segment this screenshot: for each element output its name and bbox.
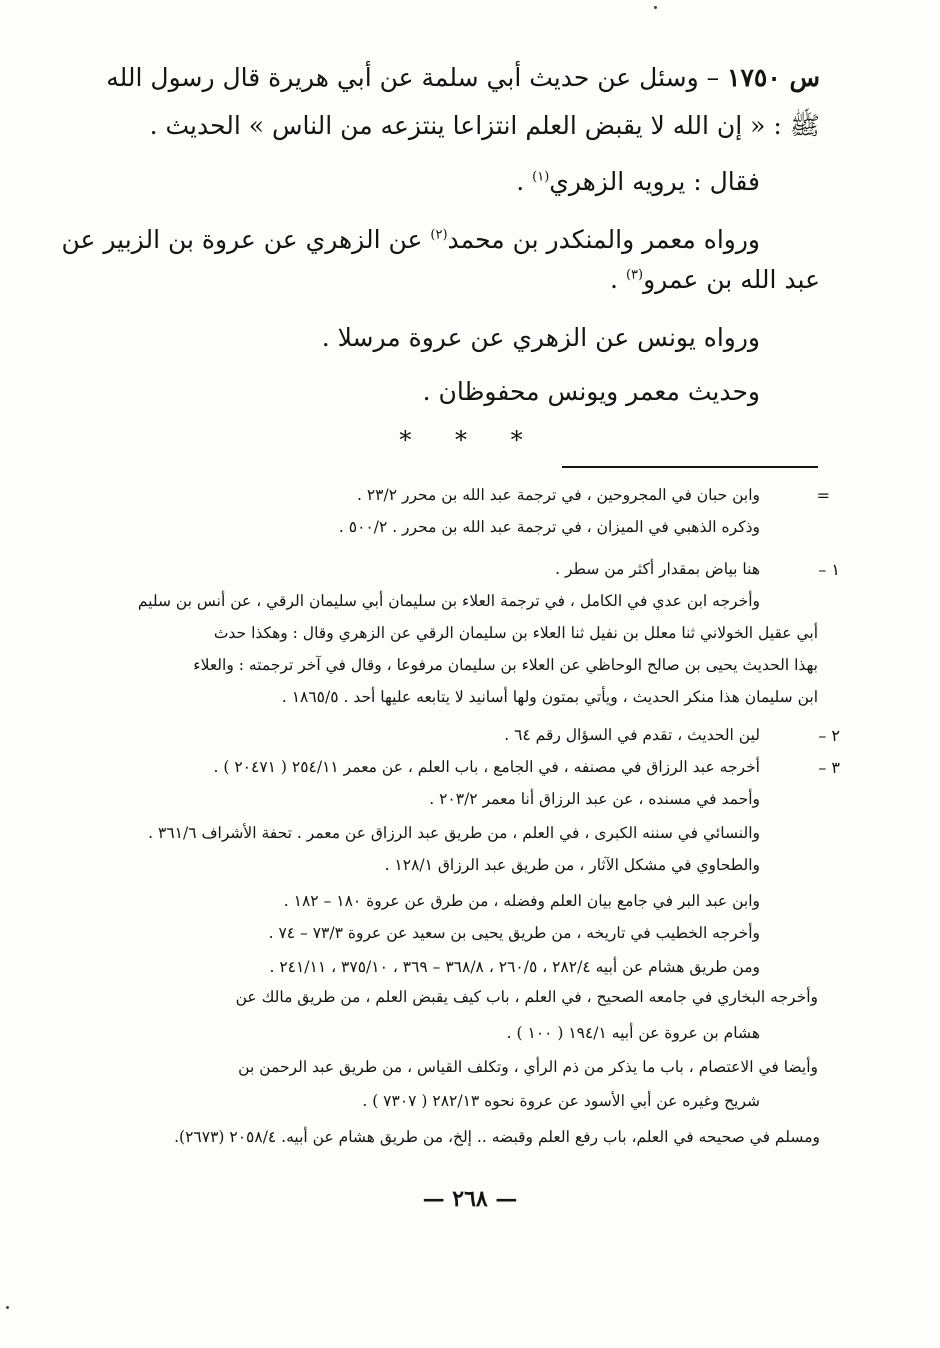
question-text-2: : « إن الله لا يقبض العلم انتزاعا ينتزعه من الناس » الحديث . bbox=[149, 111, 790, 140]
question-text: – وسئل عن حديث أبي سلمة عن أبي هريرة قال رسول الله bbox=[106, 63, 728, 92]
footnote-3-line-12: ومسلم في صحيحه في العلم، باب رفع العلم وقبضه .. إلخ، من طريق هشام عن أبيه. ٢٠٥٨/٤ (٢٦٧٣). bbox=[174, 1128, 820, 1146]
question-label: س ١٧٥٠ bbox=[727, 63, 820, 92]
footnote-3-line-4: والطحاوي في مشكل الآثار ، من طريق عبد الرزاق ١٢٨/١ . bbox=[384, 856, 760, 874]
footnote-rule bbox=[562, 466, 818, 468]
footnote-3-line-5: وابن عبد البر في جامع بيان العلم وفضله ، من طرق عن عروة ١٨٠ – ١٨٢ . bbox=[283, 892, 760, 910]
section-separator: * * * bbox=[399, 426, 541, 454]
answer-end: . bbox=[516, 167, 533, 196]
footnote-2-marker: ٢ – bbox=[818, 726, 840, 745]
salutation-glyph: ﷺ bbox=[789, 111, 820, 140]
footnote-1-marker: ١ – bbox=[818, 560, 840, 579]
question-line-1 bbox=[106, 62, 820, 94]
paragraph-3: ورواه يونس عن الزهري عن عروة مرسلا . bbox=[321, 323, 760, 352]
question-line-2 bbox=[120, 110, 820, 142]
scan-speck bbox=[6, 1306, 9, 1309]
footnote-3-line-3: والنسائي في سننه الكبرى ، في العلم ، من طريق عبد الرزاق عن معمر . تحفة الأشراف ٣٦١/٦ . bbox=[148, 824, 760, 842]
paragraph-2-line-1 bbox=[61, 224, 760, 256]
footnote-3-line-10: وأيضا في الاعتصام ، باب ما يذكر من ذم الرأي ، وتكلف القياس ، من طريق عبد الرحمن بن bbox=[238, 1058, 818, 1076]
footnote-continuation-line-2: وذكره الذهبي في الميزان ، في ترجمة عبد الله بن محرر . ٥٠٠/٢ . bbox=[338, 518, 760, 536]
footnote-3-marker: ٣ – bbox=[818, 758, 840, 777]
p2-text-c: عبد الله بن عمرو bbox=[643, 265, 820, 294]
footnote-3-line-9: هشام بن عروة عن أبيه ١٩٤/١ ( ١٠٠ ) . bbox=[506, 1024, 760, 1042]
footnote-continuation-marker: = bbox=[816, 486, 830, 505]
footnote-3-line-8: وأخرجه البخاري في جامعه الصحيح ، في العلم ، باب كيف يقبض العلم ، من طريق مالك عن bbox=[235, 988, 818, 1006]
footnote-ref-3: (٣) bbox=[625, 267, 644, 283]
footnote-1-line-2: وأخرجه ابن عدي في الكامل ، في ترجمة العلاء بن سليمان أبي سليمان الرقي ، عن أنس بن سليم bbox=[137, 592, 760, 610]
scan-speck bbox=[654, 6, 657, 9]
page-number: — ٢٦٨ — bbox=[422, 1186, 518, 1212]
footnote-1-line-5: ابن سليمان هذا منكر الحديث ، ويأتي بمتون ولها أسانيد لا يتابعه عليها أحد . ١٨٦٥/٥ . bbox=[281, 688, 818, 706]
p2-end: . bbox=[610, 265, 626, 294]
paragraph-2-line-2 bbox=[120, 264, 820, 296]
p2-text-b: عن الزهري عن عروة بن الزبير عن bbox=[61, 225, 431, 254]
footnote-1-line-4: بهذا الحديث يحيى بن صالح الوحاظي عن العلاء بن سليمان مرفوعا ، وقال في آخر ترجمته : والعلاء bbox=[193, 656, 818, 674]
footnote-3-line-6: وأخرجه الخطيب في تاريخه ، من طريق يحيى بن سعيد عن عروة ٧٣/٣ – ٧٤ . bbox=[268, 924, 760, 942]
footnote-ref-2: (٢) bbox=[430, 227, 448, 243]
paragraph-4: وحديث معمر ويونس محفوظان . bbox=[422, 377, 760, 406]
footnote-ref-1: (١) bbox=[532, 169, 550, 185]
footnote-3-line-2: وأحمد في مسنده ، عن عبد الرزاق أنا معمر ٢٠٣/٢ . bbox=[429, 790, 760, 808]
footnote-1-line-1: هنا بياض بمقدار أكثر من سطر . bbox=[555, 560, 760, 578]
footnote-3-line-11: شريح وغيره عن أبي الأسود عن عروة نحوه ٢٨٢/١٣ ( ٧٣٠٧ ) . bbox=[362, 1092, 760, 1110]
p2-text-a: ورواه معمر والمنكدر بن محمد bbox=[447, 225, 760, 254]
footnote-2-line-1: لين الحديث ، تقدم في السؤال رقم ٦٤ . bbox=[504, 726, 760, 744]
answer-line bbox=[120, 166, 760, 198]
answer-text: فقال : يرويه الزهري bbox=[549, 167, 760, 196]
footnote-continuation-line-1: وابن حبان في المجروحين ، في ترجمة عبد الله بن محرر ٢٣/٢ . bbox=[357, 486, 760, 504]
footnote-3-line-7: ومن طريق هشام عن أبيه ٢٨٢/٤ ، ٢٦٠/٥ ، ٣٦٨/٨ – ٣٦٩ ، ٣٧٥/١٠ ، ٢٤١/١١ . bbox=[269, 958, 760, 976]
footnote-3-line-1: أخرجه عبد الرزاق في مصنفه ، في الجامع ، باب العلم ، عن معمر ٢٥٤/١١ ( ٢٠٤٧١ ) . bbox=[213, 758, 760, 776]
footnote-1-line-3: أبي عقيل الخولاني ثنا معلل بن نفيل ثنا العلاء بن سليمان الرقي عن الزهري وقال : وهكذا حدث bbox=[213, 624, 818, 642]
